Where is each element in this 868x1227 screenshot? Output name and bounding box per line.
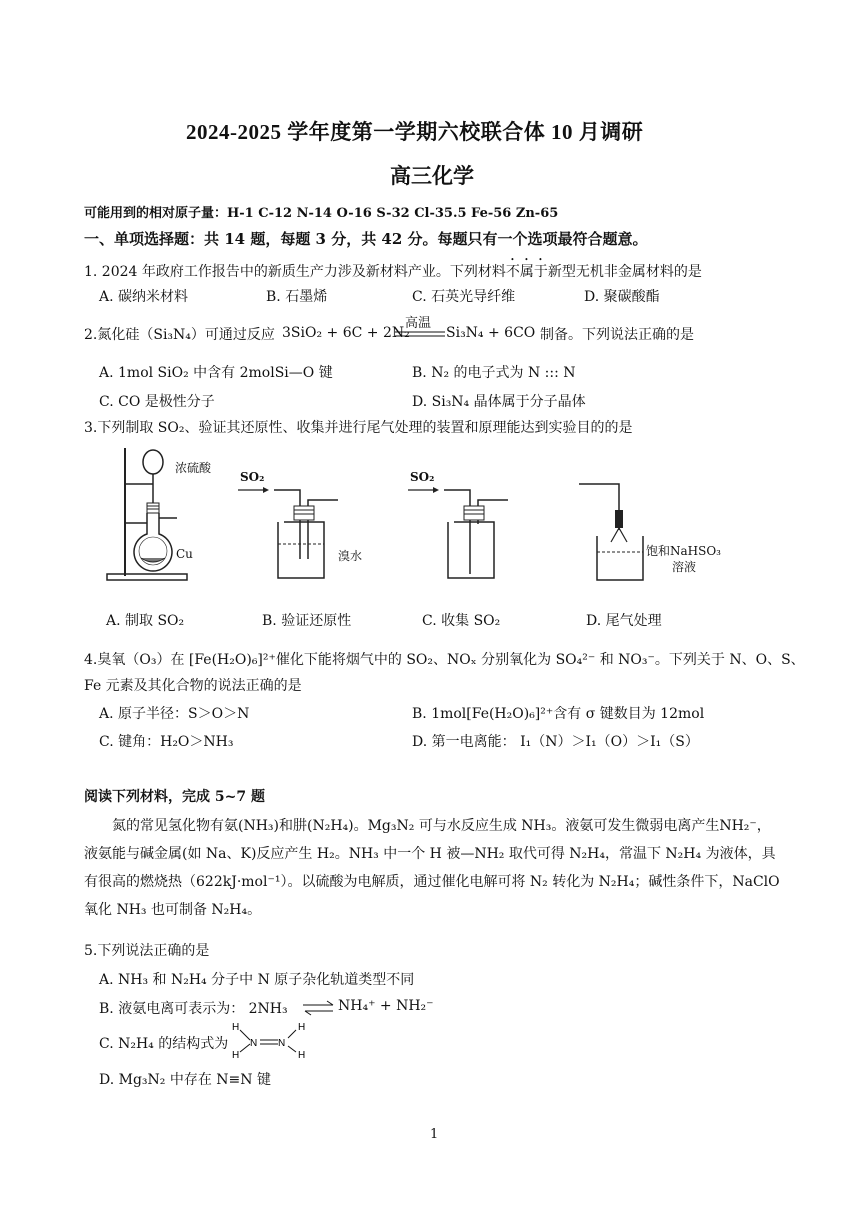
apparatus-c-collection-bottle (408, 484, 508, 584)
q5-option-a: A. NH₃ 和 N₂H₄ 分子中 N 原子杂化轨道类型不同 (99, 972, 415, 988)
q4-option-b: B. 1mol[Fe(H₂O)₆]²⁺含有 σ 键数目为 12mol (412, 706, 705, 722)
reading-heading: 阅读下列材料，完成 5~7 题 (84, 789, 265, 805)
q1-option-b: B. 石墨烯 (266, 289, 328, 305)
reading-passage: 氮的常见氢化物有氨(NH₃)和肼(N₂H₄)。Mg₃N₂ 可与水反应生成 NH₃。液氨可发生微弱电离产生NH₂⁻，液氨能与碱金属(如 Na、K)反应产生 H₂。NH₃ 中一个 H 被—NH₂ 取代可得 N₂H₄，常温下 N₂H₄ 为液体，具有很高的燃烧热（622kJ·mol⁻¹）。以硫酸为电解质，通过催化电解可将 N₂ 转化为 N₂H₄；碱性条件下，NaClO 氧化 NH₃ 也可制备 N₂H₄。 (84, 818, 780, 918)
q2-reaction-right: Si₃N₄ + 6CO (446, 325, 536, 341)
svg-text:H: H (298, 1050, 306, 1061)
exam-title: 2024-2025 学年度第一学期六校联合体 10 月调研 (186, 120, 644, 144)
q1-option-d: D. 聚碳酸酯 (584, 289, 660, 305)
n2h4-structural-formula-diagram (230, 1020, 320, 1064)
q4-option-c: C. 键角：H₂O＞NH₃ (99, 734, 234, 750)
q1-option-a: A. 碳纳米材料 (99, 289, 189, 305)
label-cu: Cu (176, 547, 193, 561)
q1-stem (84, 256, 702, 282)
q3-option-c: C. 收集 SO₂ (422, 613, 501, 629)
label-so2-b: SO₂ (240, 470, 265, 484)
subject-title: 高三化学 (390, 164, 474, 188)
svg-text:H: H (232, 1050, 240, 1061)
q5-stem: 5.下列说法正确的是 (84, 943, 210, 959)
apparatus-b-gas-washing-bottle (238, 484, 338, 584)
q1-stem-b: 新型无机非金属材料的是 (547, 264, 702, 280)
label-solution: 溶液 (672, 560, 697, 574)
svg-text:N: N (250, 1038, 258, 1049)
q2-option-b: B. N₂ 的电子式为 N ::: N (412, 365, 576, 381)
q3-option-d: D. 尾气处理 (586, 613, 662, 629)
q4-option-a: A. 原子半径：S＞O＞N (99, 706, 250, 722)
svg-text:H: H (298, 1022, 306, 1033)
label-bromine-water: 溴水 (338, 549, 363, 563)
q3-stem: 3.下列制取 SO₂、验证其还原性、收集并进行尾气处理的装置和原理能达到实验目的的是 (84, 420, 633, 436)
q1-stem-emphasis: 不属于 (505, 264, 548, 280)
q4-stem-line2: Fe 元素及其化合物的说法正确的是 (84, 678, 302, 694)
apparatus-d-absorption-beaker (575, 480, 655, 585)
q1-option-c: C. 石英光导纤维 (412, 289, 516, 305)
q2-reaction-left: 3SiO₂ + 6C + 2N₂ (282, 325, 410, 341)
q2-stem-b: 制备。下列说法正确的是 (540, 327, 694, 343)
q5-option-b-products: NH₄⁺ + NH₂⁻ (338, 998, 434, 1014)
q2-equals-arrow (395, 331, 445, 339)
page-number: 1 (430, 1127, 439, 1142)
section-heading: 一、单项选择题：共 14 题，每题 3 分，共 42 分。每题只有一个选项最符合题意。 (84, 230, 648, 248)
q5-option-c-prefix: C. N₂H₄ 的结构式为 (99, 1036, 229, 1052)
q3-option-b: B. 验证还原性 (262, 613, 352, 629)
q5-option-b-prefix: B. 液氨电离可表示为： 2NH₃ (99, 1001, 288, 1017)
label-so2-c: SO₂ (410, 470, 435, 484)
q4-option-d: D. 第一电离能： I₁（N）＞I₁（O）＞I₁（S） (412, 734, 699, 750)
q3-option-a: A. 制取 SO₂ (106, 613, 185, 629)
q2-option-c: C. CO 是极性分子 (99, 394, 215, 410)
label-conc-sulfuric-acid: 浓硫酸 (175, 461, 212, 475)
q2-option-a: A. 1mol SiO₂ 中含有 2molSi—O 键 (99, 365, 333, 381)
q2-stem-a: 2.氮化硅（Si₃N₄）可通过反应 (84, 327, 275, 343)
q4-stem-line1: 4.臭氧（O₃）在 [Fe(H₂O)₆]²⁺催化下能将烟气中的 SO₂、NOₓ 分别氧化为 SO₄²⁻ 和 NO₃⁻。下列关于 N、O、S、 (84, 652, 805, 668)
q2-condition: 高温 (405, 316, 432, 331)
q5-option-d: D. Mg₃N₂ 中存在 N≡N 键 (99, 1072, 271, 1088)
svg-text:N: N (278, 1038, 286, 1049)
svg-text:H: H (232, 1022, 240, 1033)
q1-stem-a: 1. 2024 年政府工作报告中的新质生产力涉及新材料产业。下列材料 (84, 264, 506, 280)
label-saturated-nahso3: 饱和NaHSO₃ (646, 544, 721, 558)
q2-option-d: D. Si₃N₄ 晶体属于分子晶体 (412, 394, 586, 410)
equilibrium-arrow-icon (303, 1001, 335, 1015)
atomic-masses: 可能用到的相对原子量：H-1 C-12 N-14 O-16 S-32 Cl-35.5 Fe-56 Zn-65 (84, 206, 559, 221)
